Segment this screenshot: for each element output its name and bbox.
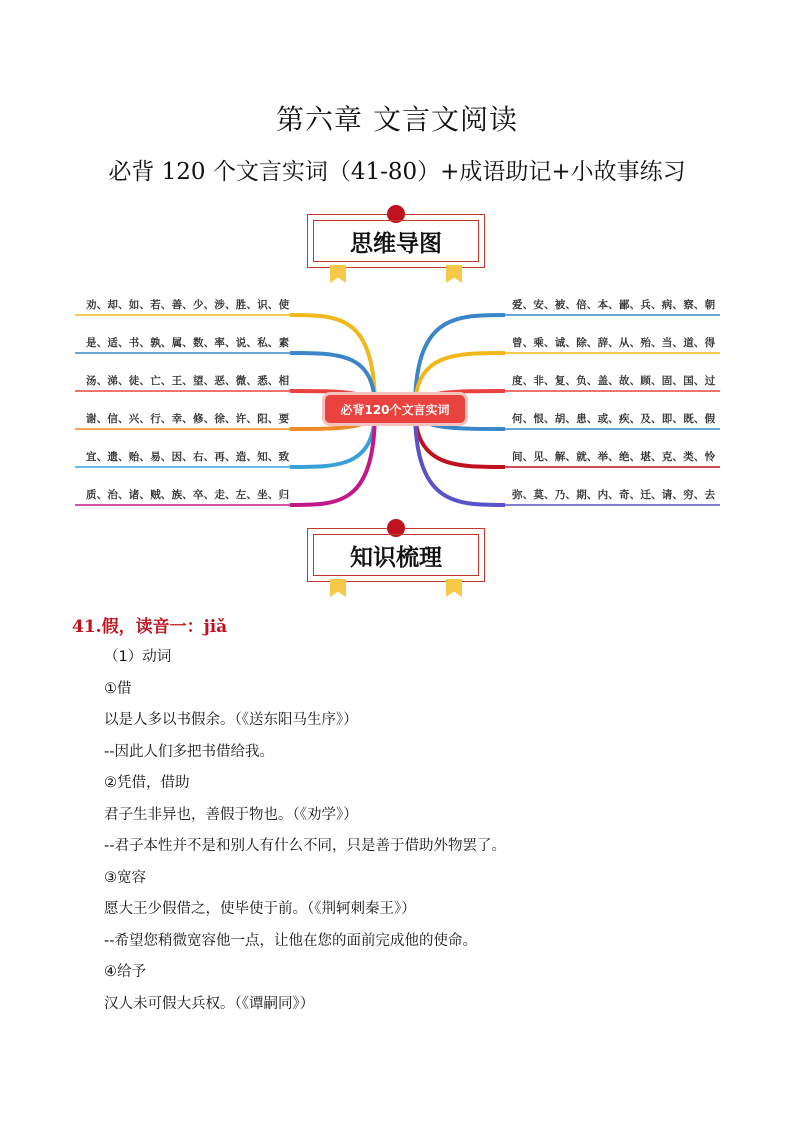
left-branch-label: 汤、涕、徒、亡、王、望、恶、微、悉、相 bbox=[86, 375, 290, 387]
content-line: ①借 bbox=[104, 680, 132, 697]
ribbon-icon bbox=[330, 265, 346, 283]
content-line: --因此人们多把书借给我。 bbox=[104, 743, 274, 760]
ribbon-icon bbox=[446, 265, 462, 283]
content-line: ③宽容 bbox=[104, 869, 146, 886]
section-heading: 41.假，读音一：jiǎ bbox=[72, 617, 228, 637]
left-branch-label: 质、治、诸、贼、族、卒、走、左、坐、归 bbox=[86, 489, 290, 501]
banner-knowledge bbox=[307, 528, 485, 582]
content-line: 君子生非异也，善假于物也。（《劝学》） bbox=[104, 806, 358, 823]
right-branch-label: 度、非、复、负、盖、故、顾、固、国、过 bbox=[512, 375, 716, 387]
right-branch-label: 曾、乘、诚、除、辞、从、殆、当、道、得 bbox=[512, 337, 716, 349]
right-branch-label: 间、见、解、就、举、绝、堪、克、类、怜 bbox=[512, 451, 716, 463]
content-line: --君子本性并不是和别人有什么不同，只是善于借助外物罢了。 bbox=[104, 838, 506, 854]
ribbon-icon bbox=[446, 579, 462, 597]
banner-mindmap bbox=[307, 214, 485, 268]
content-line: （1）动词 bbox=[104, 649, 172, 665]
mind-map bbox=[0, 285, 794, 515]
banner-mindmap-label: 思维导图 bbox=[313, 220, 479, 262]
content-line: 汉人未可假大兵权。（《谭嗣同》） bbox=[104, 995, 315, 1012]
content-line: 以是人多以书假余。（《送东阳马生序》） bbox=[104, 712, 358, 728]
left-branch-label: 劝、却、如、若、善、少、涉、胜、识、使 bbox=[86, 299, 290, 311]
chapter-subtitle: 必背 120 个文言实词（41-80）+成语助记+小故事练习 bbox=[108, 159, 686, 185]
left-branch-label: 谢、信、兴、行、幸、修、徐、许、阳、要 bbox=[86, 413, 290, 425]
left-branch-label: 宜、遗、贻、易、因、右、再、造、知、致 bbox=[86, 451, 290, 463]
right-branch-label: 何、恨、胡、患、或、疾、及、即、既、假 bbox=[512, 413, 716, 425]
banner-knowledge-label: 知识梳理 bbox=[313, 534, 479, 576]
right-branch-label: 弥、莫、乃、期、内、奇、迁、请、穷、去 bbox=[512, 489, 716, 501]
section-content bbox=[72, 612, 732, 1020]
chapter-title: 第六章 文言文阅读 bbox=[276, 103, 518, 136]
content-line: ②凭借，借助 bbox=[104, 775, 190, 791]
ribbon-icon bbox=[330, 579, 346, 597]
content-line: --希望您稍微宽容他一点，让他在您的面前完成他的使命。 bbox=[104, 932, 477, 949]
mind-map-center: 必背120个文言实词 bbox=[325, 395, 465, 423]
left-branch-label: 是、适、书、孰、属、数、率、说、私、素 bbox=[86, 337, 290, 349]
right-branch-label: 爱、安、被、倍、本、鄙、兵、病、察、朝 bbox=[512, 299, 716, 311]
content-line: 愿大王少假借之，使毕使于前。（《荆轲刺秦王》） bbox=[104, 901, 416, 917]
content-line: ④给予 bbox=[104, 964, 146, 980]
